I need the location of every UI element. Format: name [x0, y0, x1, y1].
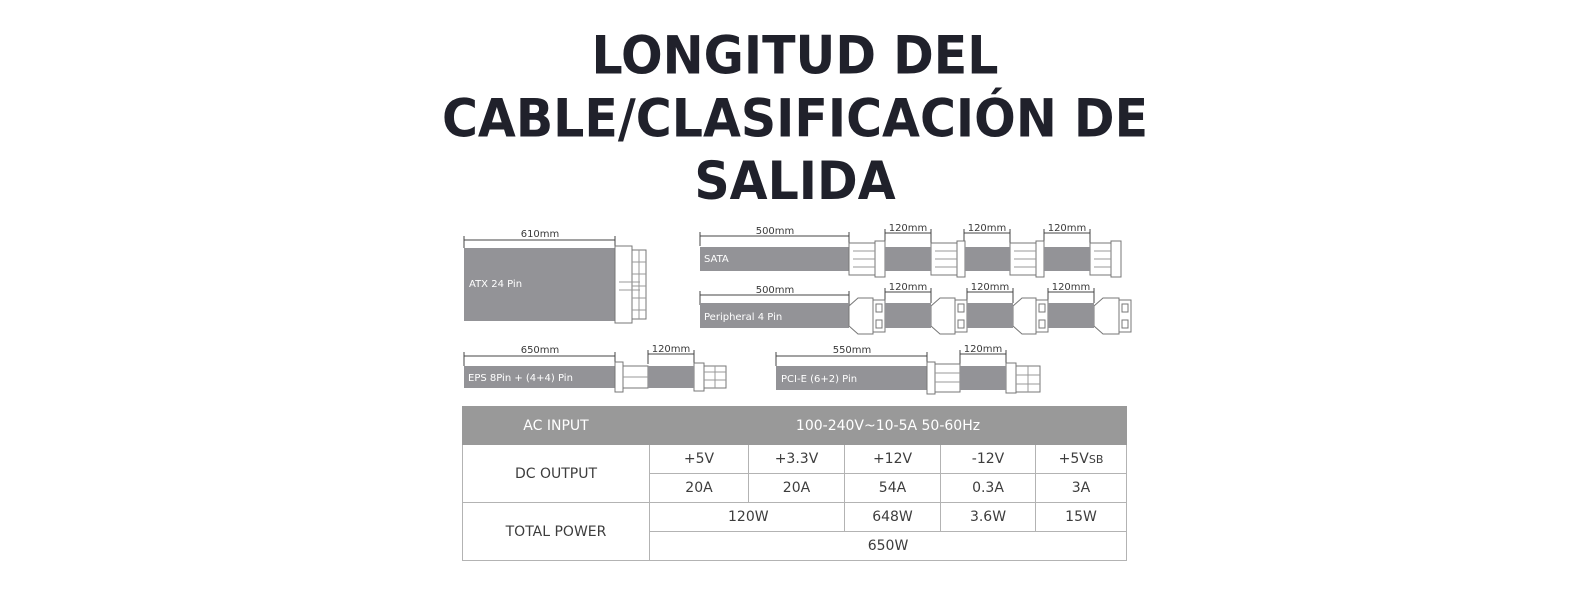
title-line-3: SALIDA [694, 150, 896, 212]
total-power-label: TOTAL POWER [463, 503, 650, 561]
peripheral-seg3-label: 120mm [1051, 282, 1091, 293]
title-line-2: CABLE/CLASIFICACIÓN DE [441, 87, 1149, 150]
peripheral-length-label: 500mm [755, 285, 795, 296]
power-5v-3v3: 120W [650, 503, 845, 532]
sata-seg3-label: 120mm [1047, 223, 1087, 234]
power-12v: 648W [845, 503, 941, 532]
sata-seg1-label: 120mm [888, 223, 928, 234]
rail-3v3: +3.3V [749, 445, 845, 474]
current-5v: 20A [650, 474, 749, 503]
pcie-6plus2-cable [776, 344, 1040, 394]
power-5vsb: 15W [1036, 503, 1127, 532]
pcie-name-label: PCI-E (6+2) Pin [781, 374, 858, 385]
rail-5vsb-suffix: SB [1088, 453, 1104, 466]
rail-5vsb-base: +5V [1058, 451, 1089, 467]
pcie-seg-label: 120mm [963, 344, 1003, 355]
rail-minus-12v: -12V [941, 445, 1036, 474]
peripheral-4pin-cable [700, 282, 1131, 334]
sata-name-label: SATA [704, 254, 729, 265]
eps-name-label: EPS 8Pin + (4+4) Pin [468, 373, 573, 384]
peripheral-seg1-label: 120mm [888, 282, 928, 293]
current-minus-12v: 0.3A [941, 474, 1036, 503]
current-5vsb: 3A [1036, 474, 1127, 503]
rail-5v: +5V [650, 445, 749, 474]
dc-output-label: DC OUTPUT [463, 445, 650, 503]
pcie-length-label: 550mm [832, 345, 872, 356]
eps-8pin-cable [464, 344, 726, 392]
atx-length-label: 610mm [520, 229, 560, 240]
rail-5vsb [1036, 445, 1127, 474]
current-12v: 54A [845, 474, 941, 503]
eps-length-label: 650mm [520, 345, 560, 356]
peripheral-seg2-label: 120mm [970, 282, 1010, 293]
sata-seg2-label: 120mm [967, 223, 1007, 234]
atx-name-label: ATX 24 Pin [469, 279, 523, 290]
current-3v3: 20A [749, 474, 845, 503]
eps-seg-label: 120mm [651, 344, 691, 355]
output-rating-table [462, 406, 1127, 561]
rail-12v: +12V [845, 445, 941, 474]
title-line-1: LONGITUD DEL [591, 25, 999, 87]
sata-length-label: 500mm [755, 226, 795, 237]
ac-input-value: 100-240V~10-5A 50-60Hz [650, 407, 1127, 445]
sata-cable [700, 223, 1121, 277]
peripheral-name-label: Peripheral 4 Pin [704, 312, 783, 323]
atx-24pin-cable [464, 229, 646, 323]
ac-input-label: AC INPUT [463, 407, 650, 445]
total-power-value: 650W [650, 532, 1127, 561]
power-minus-12v: 3.6W [941, 503, 1036, 532]
